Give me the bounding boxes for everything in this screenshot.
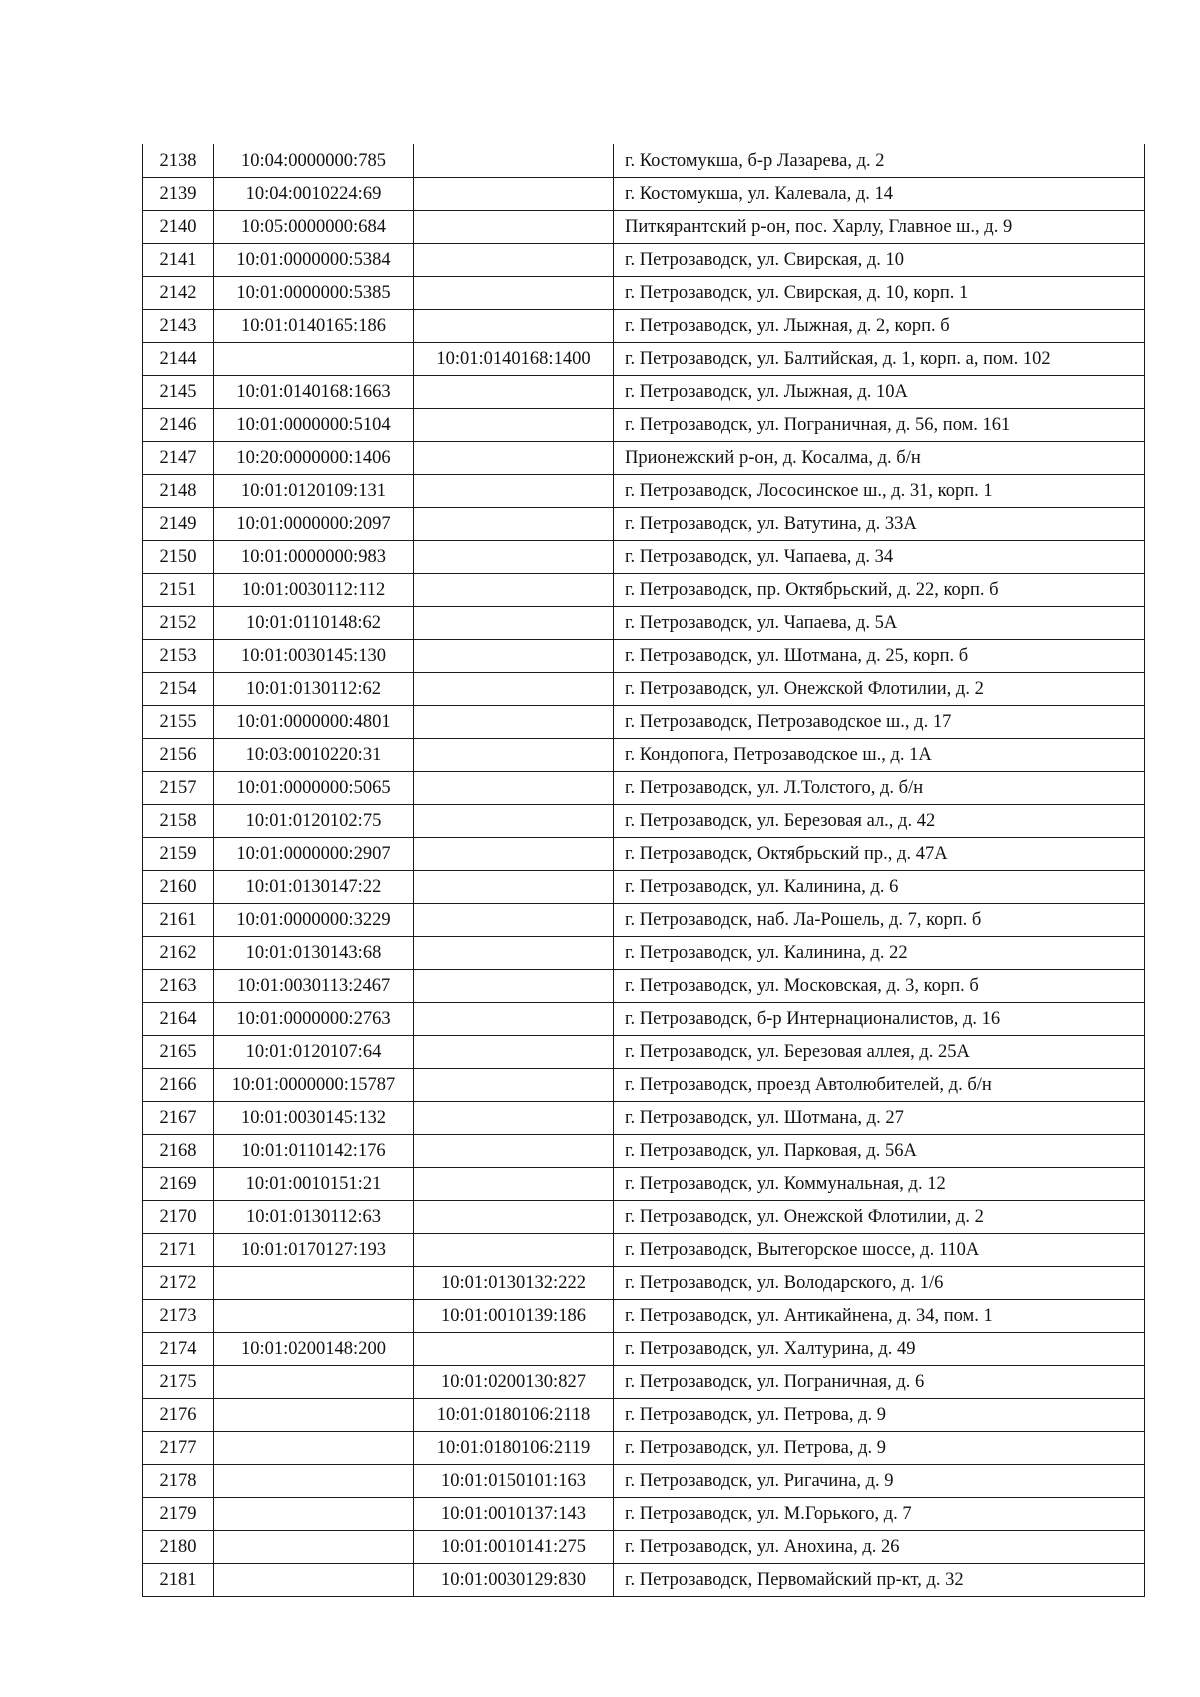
table-row: [143, 376, 1145, 409]
cadastral-number-cell: 10:01:0000000:5385: [214, 277, 414, 310]
cadastral-number-cell: 10:04:0010224:69: [214, 178, 414, 211]
address-cell: г. Петрозаводск, ул. Ригачина, д. 9: [614, 1465, 1145, 1498]
premises-cadastral-number-cell: [414, 310, 614, 343]
cadastral-number-cell: 10:01:0000000:983: [214, 541, 414, 574]
cadastral-number-cell: 10:20:0000000:1406: [214, 442, 414, 475]
premises-cadastral-number-cell: [414, 442, 614, 475]
address-cell: г. Петрозаводск, ул. Антикайнена, д. 34, пом. 1: [614, 1300, 1145, 1333]
cadastral-number-cell: 10:01:0000000:3229: [214, 904, 414, 937]
row-number-cell: 2169: [143, 1168, 214, 1201]
row-number-cell: 2158: [143, 805, 214, 838]
premises-cadastral-number-cell: [414, 937, 614, 970]
cadastral-number-cell: 10:01:0000000:4801: [214, 706, 414, 739]
premises-cadastral-number-cell: [414, 574, 614, 607]
table-row: [143, 1003, 1145, 1036]
table-row: [143, 178, 1145, 211]
row-number-cell: 2167: [143, 1102, 214, 1135]
table-row: [143, 1498, 1145, 1531]
premises-cadastral-number-cell: [414, 508, 614, 541]
table-row: [143, 1366, 1145, 1399]
cadastral-number-cell: 10:01:0120107:64: [214, 1036, 414, 1069]
cadastral-number-cell: [214, 1498, 414, 1531]
row-number-cell: 2155: [143, 706, 214, 739]
cadastral-number-cell: 10:01:0030145:132: [214, 1102, 414, 1135]
premises-cadastral-number-cell: [414, 772, 614, 805]
cadastral-number-cell: 10:01:0000000:15787: [214, 1069, 414, 1102]
premises-cadastral-number-cell: [414, 1201, 614, 1234]
table-row: [143, 1333, 1145, 1366]
cadastral-number-cell: 10:03:0010220:31: [214, 739, 414, 772]
premises-cadastral-number-cell: [414, 1069, 614, 1102]
table-row: [143, 739, 1145, 772]
row-number-cell: 2143: [143, 310, 214, 343]
address-cell: г. Петрозаводск, Первомайский пр-кт, д. 32: [614, 1564, 1145, 1597]
premises-cadastral-number-cell: [414, 871, 614, 904]
table-row: [143, 970, 1145, 1003]
table-row: [143, 508, 1145, 541]
table-row: [143, 871, 1145, 904]
row-number-cell: 2175: [143, 1366, 214, 1399]
row-number-cell: 2176: [143, 1399, 214, 1432]
address-cell: г. Петрозаводск, ул. Калинина, д. 6: [614, 871, 1145, 904]
row-number-cell: 2142: [143, 277, 214, 310]
premises-cadastral-number-cell: [414, 475, 614, 508]
address-cell: г. Петрозаводск, ул. Ватутина, д. 33А: [614, 508, 1145, 541]
cadastral-number-cell: 10:01:0120109:131: [214, 475, 414, 508]
table-row: [143, 1432, 1145, 1465]
cadastral-number-cell: 10:01:0130112:62: [214, 673, 414, 706]
row-number-cell: 2165: [143, 1036, 214, 1069]
row-number-cell: 2145: [143, 376, 214, 409]
premises-cadastral-number-cell: [414, 1234, 614, 1267]
table-row: [143, 1036, 1145, 1069]
address-cell: г. Петрозаводск, ул. Чапаева, д. 34: [614, 541, 1145, 574]
table-row: [143, 706, 1145, 739]
address-cell: г. Кондопога, Петрозаводское ш., д. 1А: [614, 739, 1145, 772]
row-number-cell: 2173: [143, 1300, 214, 1333]
cadastral-number-cell: [214, 1366, 414, 1399]
premises-cadastral-number-cell: [414, 673, 614, 706]
cadastral-number-cell: 10:01:0110148:62: [214, 607, 414, 640]
cadastral-number-cell: [214, 1465, 414, 1498]
row-number-cell: 2144: [143, 343, 214, 376]
row-number-cell: 2172: [143, 1267, 214, 1300]
table-row: [143, 442, 1145, 475]
premises-cadastral-number-cell: [414, 904, 614, 937]
cadastral-number-cell: 10:01:0000000:2097: [214, 508, 414, 541]
cadastral-number-cell: 10:01:0000000:5104: [214, 409, 414, 442]
premises-cadastral-number-cell: [414, 1003, 614, 1036]
table-row: [143, 772, 1145, 805]
premises-cadastral-number-cell: [414, 211, 614, 244]
address-cell: г. Петрозаводск, ул. Онежской Флотилии, д. 2: [614, 673, 1145, 706]
address-cell: г. Петрозаводск, ул. Московская, д. 3, корп. б: [614, 970, 1145, 1003]
row-number-cell: 2153: [143, 640, 214, 673]
premises-cadastral-number-cell: 10:01:0180106:2119: [414, 1432, 614, 1465]
row-number-cell: 2148: [143, 475, 214, 508]
table-row: [143, 640, 1145, 673]
table-row: [143, 1465, 1145, 1498]
row-number-cell: 2146: [143, 409, 214, 442]
cadastral-number-cell: 10:01:0030145:130: [214, 640, 414, 673]
cadastral-number-cell: [214, 1531, 414, 1564]
address-cell: г. Петрозаводск, ул. Петрова, д. 9: [614, 1432, 1145, 1465]
cadastral-number-cell: 10:05:0000000:684: [214, 211, 414, 244]
cadastral-number-cell: 10:01:0140165:186: [214, 310, 414, 343]
table-row: [143, 475, 1145, 508]
cadastral-number-cell: [214, 343, 414, 376]
address-cell: г. Петрозаводск, ул. Володарского, д. 1/6: [614, 1267, 1145, 1300]
premises-cadastral-number-cell: [414, 277, 614, 310]
cadastral-number-cell: 10:01:0030113:2467: [214, 970, 414, 1003]
premises-cadastral-number-cell: 10:01:0130132:222: [414, 1267, 614, 1300]
address-cell: г. Петрозаводск, ул. Шотмана, д. 27: [614, 1102, 1145, 1135]
cadastral-number-cell: [214, 1267, 414, 1300]
premises-cadastral-number-cell: 10:01:0010137:143: [414, 1498, 614, 1531]
cadastral-number-cell: 10:01:0030112:112: [214, 574, 414, 607]
row-number-cell: 2179: [143, 1498, 214, 1531]
row-number-cell: 2161: [143, 904, 214, 937]
row-number-cell: 2154: [143, 673, 214, 706]
row-number-cell: 2171: [143, 1234, 214, 1267]
address-cell: Прионежский р-он, д. Косалма, д. б/н: [614, 442, 1145, 475]
table-row: [143, 937, 1145, 970]
table-row: [143, 574, 1145, 607]
address-cell: г. Петрозаводск, ул. Халтурина, д. 49: [614, 1333, 1145, 1366]
row-number-cell: 2152: [143, 607, 214, 640]
premises-cadastral-number-cell: [414, 805, 614, 838]
address-cell: г. Петрозаводск, ул. Балтийская, д. 1, корп. а, пом. 102: [614, 343, 1145, 376]
premises-cadastral-number-cell: [414, 178, 614, 211]
address-cell: г. Петрозаводск, Вытегорское шоссе, д. 110А: [614, 1234, 1145, 1267]
table-row: [143, 607, 1145, 640]
address-cell: г. Петрозаводск, ул. Парковая, д. 56А: [614, 1135, 1145, 1168]
address-cell: г. Петрозаводск, ул. Березовая аллея, д. 25А: [614, 1036, 1145, 1069]
premises-cadastral-number-cell: [414, 409, 614, 442]
premises-cadastral-number-cell: 10:01:0180106:2118: [414, 1399, 614, 1432]
row-number-cell: 2181: [143, 1564, 214, 1597]
premises-cadastral-number-cell: [414, 1102, 614, 1135]
cadastral-number-cell: 10:01:0000000:5065: [214, 772, 414, 805]
row-number-cell: 2177: [143, 1432, 214, 1465]
table-body: [143, 145, 1145, 1597]
row-number-cell: 2178: [143, 1465, 214, 1498]
premises-cadastral-number-cell: 10:01:0150101:163: [414, 1465, 614, 1498]
address-cell: г. Петрозаводск, ул. Коммунальная, д. 12: [614, 1168, 1145, 1201]
cadastral-number-cell: 10:01:0000000:2907: [214, 838, 414, 871]
table-row: [143, 1564, 1145, 1597]
cadastral-number-cell: 10:01:0000000:5384: [214, 244, 414, 277]
table-row: [143, 343, 1145, 376]
premises-cadastral-number-cell: [414, 376, 614, 409]
address-cell: г. Петрозаводск, ул. Пограничная, д. 56, пом. 161: [614, 409, 1145, 442]
table-row: [143, 1135, 1145, 1168]
cadastral-number-cell: 10:01:0000000:2763: [214, 1003, 414, 1036]
row-number-cell: 2180: [143, 1531, 214, 1564]
cadastral-number-cell: 10:01:0140168:1663: [214, 376, 414, 409]
table-row: [143, 1531, 1145, 1564]
row-number-cell: 2160: [143, 871, 214, 904]
address-cell: г. Костомукша, ул. Калевала, д. 14: [614, 178, 1145, 211]
premises-cadastral-number-cell: [414, 541, 614, 574]
row-number-cell: 2149: [143, 508, 214, 541]
premises-cadastral-number-cell: [414, 1168, 614, 1201]
address-cell: г. Петрозаводск, ул. Калинина, д. 22: [614, 937, 1145, 970]
table-row: [143, 904, 1145, 937]
table-row: [143, 1168, 1145, 1201]
cadastral-number-cell: [214, 1399, 414, 1432]
row-number-cell: 2150: [143, 541, 214, 574]
table-row: [143, 145, 1145, 178]
table-row: [143, 310, 1145, 343]
row-number-cell: 2170: [143, 1201, 214, 1234]
table-row: [143, 409, 1145, 442]
premises-cadastral-number-cell: 10:01:0030129:830: [414, 1564, 614, 1597]
row-number-cell: 2162: [143, 937, 214, 970]
premises-cadastral-number-cell: [414, 739, 614, 772]
address-cell: г. Петрозаводск, ул. Свирская, д. 10, корп. 1: [614, 277, 1145, 310]
table-row: [143, 541, 1145, 574]
address-cell: Питкярантский р-он, пос. Харлу, Главное ш., д. 9: [614, 211, 1145, 244]
address-cell: г. Петрозаводск, ул. Л.Толстого, д. б/н: [614, 772, 1145, 805]
premises-cadastral-number-cell: 10:01:0010141:275: [414, 1531, 614, 1564]
cadastral-number-cell: 10:01:0120102:75: [214, 805, 414, 838]
table-row: [143, 1399, 1145, 1432]
table-row: [143, 838, 1145, 871]
address-cell: г. Петрозаводск, проезд Автолюбителей, д. б/н: [614, 1069, 1145, 1102]
address-cell: г. Петрозаводск, Лососинское ш., д. 31, корп. 1: [614, 475, 1145, 508]
row-number-cell: 2151: [143, 574, 214, 607]
table-row: [143, 1102, 1145, 1135]
property-registry-table: [142, 144, 1145, 1597]
address-cell: г. Петрозаводск, ул. М.Горького, д. 7: [614, 1498, 1145, 1531]
row-number-cell: 2156: [143, 739, 214, 772]
table-row: [143, 1201, 1145, 1234]
row-number-cell: 2157: [143, 772, 214, 805]
address-cell: г. Петрозаводск, ул. Свирская, д. 10: [614, 244, 1145, 277]
premises-cadastral-number-cell: [414, 145, 614, 178]
cadastral-number-cell: 10:01:0170127:193: [214, 1234, 414, 1267]
premises-cadastral-number-cell: 10:01:0200130:827: [414, 1366, 614, 1399]
row-number-cell: 2159: [143, 838, 214, 871]
row-number-cell: 2140: [143, 211, 214, 244]
premises-cadastral-number-cell: [414, 1036, 614, 1069]
row-number-cell: 2138: [143, 145, 214, 178]
cadastral-number-cell: 10:01:0130143:68: [214, 937, 414, 970]
address-cell: г. Петрозаводск, ул. Шотмана, д. 25, корп. б: [614, 640, 1145, 673]
address-cell: г. Петрозаводск, ул. Анохина, д. 26: [614, 1531, 1145, 1564]
address-cell: г. Петрозаводск, Петрозаводское ш., д. 17: [614, 706, 1145, 739]
cadastral-number-cell: 10:01:0010151:21: [214, 1168, 414, 1201]
premises-cadastral-number-cell: [414, 1135, 614, 1168]
premises-cadastral-number-cell: [414, 1333, 614, 1366]
row-number-cell: 2147: [143, 442, 214, 475]
address-cell: г. Петрозаводск, наб. Ла-Рошель, д. 7, корп. б: [614, 904, 1145, 937]
premises-cadastral-number-cell: [414, 970, 614, 1003]
premises-cadastral-number-cell: 10:01:0140168:1400: [414, 343, 614, 376]
address-cell: г. Петрозаводск, ул. Лыжная, д. 2, корп. б: [614, 310, 1145, 343]
row-number-cell: 2163: [143, 970, 214, 1003]
table-row: [143, 244, 1145, 277]
table-row: [143, 1069, 1145, 1102]
address-cell: г. Костомукша, б-р Лазарева, д. 2: [614, 145, 1145, 178]
premises-cadastral-number-cell: [414, 838, 614, 871]
cadastral-number-cell: [214, 1432, 414, 1465]
cadastral-number-cell: 10:01:0110142:176: [214, 1135, 414, 1168]
address-cell: г. Петрозаводск, ул. Петрова, д. 9: [614, 1399, 1145, 1432]
row-number-cell: 2168: [143, 1135, 214, 1168]
address-cell: г. Петрозаводск, ул. Березовая ал., д. 42: [614, 805, 1145, 838]
address-cell: г. Петрозаводск, б-р Интернационалистов, д. 16: [614, 1003, 1145, 1036]
premises-cadastral-number-cell: 10:01:0010139:186: [414, 1300, 614, 1333]
table-row: [143, 673, 1145, 706]
premises-cadastral-number-cell: [414, 244, 614, 277]
cadastral-number-cell: 10:04:0000000:785: [214, 145, 414, 178]
address-cell: г. Петрозаводск, ул. Лыжная, д. 10А: [614, 376, 1145, 409]
table-row: [143, 211, 1145, 244]
premises-cadastral-number-cell: [414, 640, 614, 673]
table-row: [143, 805, 1145, 838]
address-cell: г. Петрозаводск, Октябрьский пр., д. 47А: [614, 838, 1145, 871]
row-number-cell: 2139: [143, 178, 214, 211]
table-row: [143, 277, 1145, 310]
table-row: [143, 1267, 1145, 1300]
address-cell: г. Петрозаводск, ул. Пограничная, д. 6: [614, 1366, 1145, 1399]
address-cell: г. Петрозаводск, ул. Онежской Флотилии, д. 2: [614, 1201, 1145, 1234]
address-cell: г. Петрозаводск, пр. Октябрьский, д. 22, корп. б: [614, 574, 1145, 607]
cadastral-number-cell: [214, 1300, 414, 1333]
row-number-cell: 2164: [143, 1003, 214, 1036]
row-number-cell: 2174: [143, 1333, 214, 1366]
table-row: [143, 1300, 1145, 1333]
cadastral-number-cell: 10:01:0130147:22: [214, 871, 414, 904]
table-row: [143, 1234, 1145, 1267]
premises-cadastral-number-cell: [414, 706, 614, 739]
cadastral-number-cell: 10:01:0130112:63: [214, 1201, 414, 1234]
cadastral-number-cell: 10:01:0200148:200: [214, 1333, 414, 1366]
cadastral-number-cell: [214, 1564, 414, 1597]
address-cell: г. Петрозаводск, ул. Чапаева, д. 5А: [614, 607, 1145, 640]
row-number-cell: 2141: [143, 244, 214, 277]
row-number-cell: 2166: [143, 1069, 214, 1102]
premises-cadastral-number-cell: [414, 607, 614, 640]
